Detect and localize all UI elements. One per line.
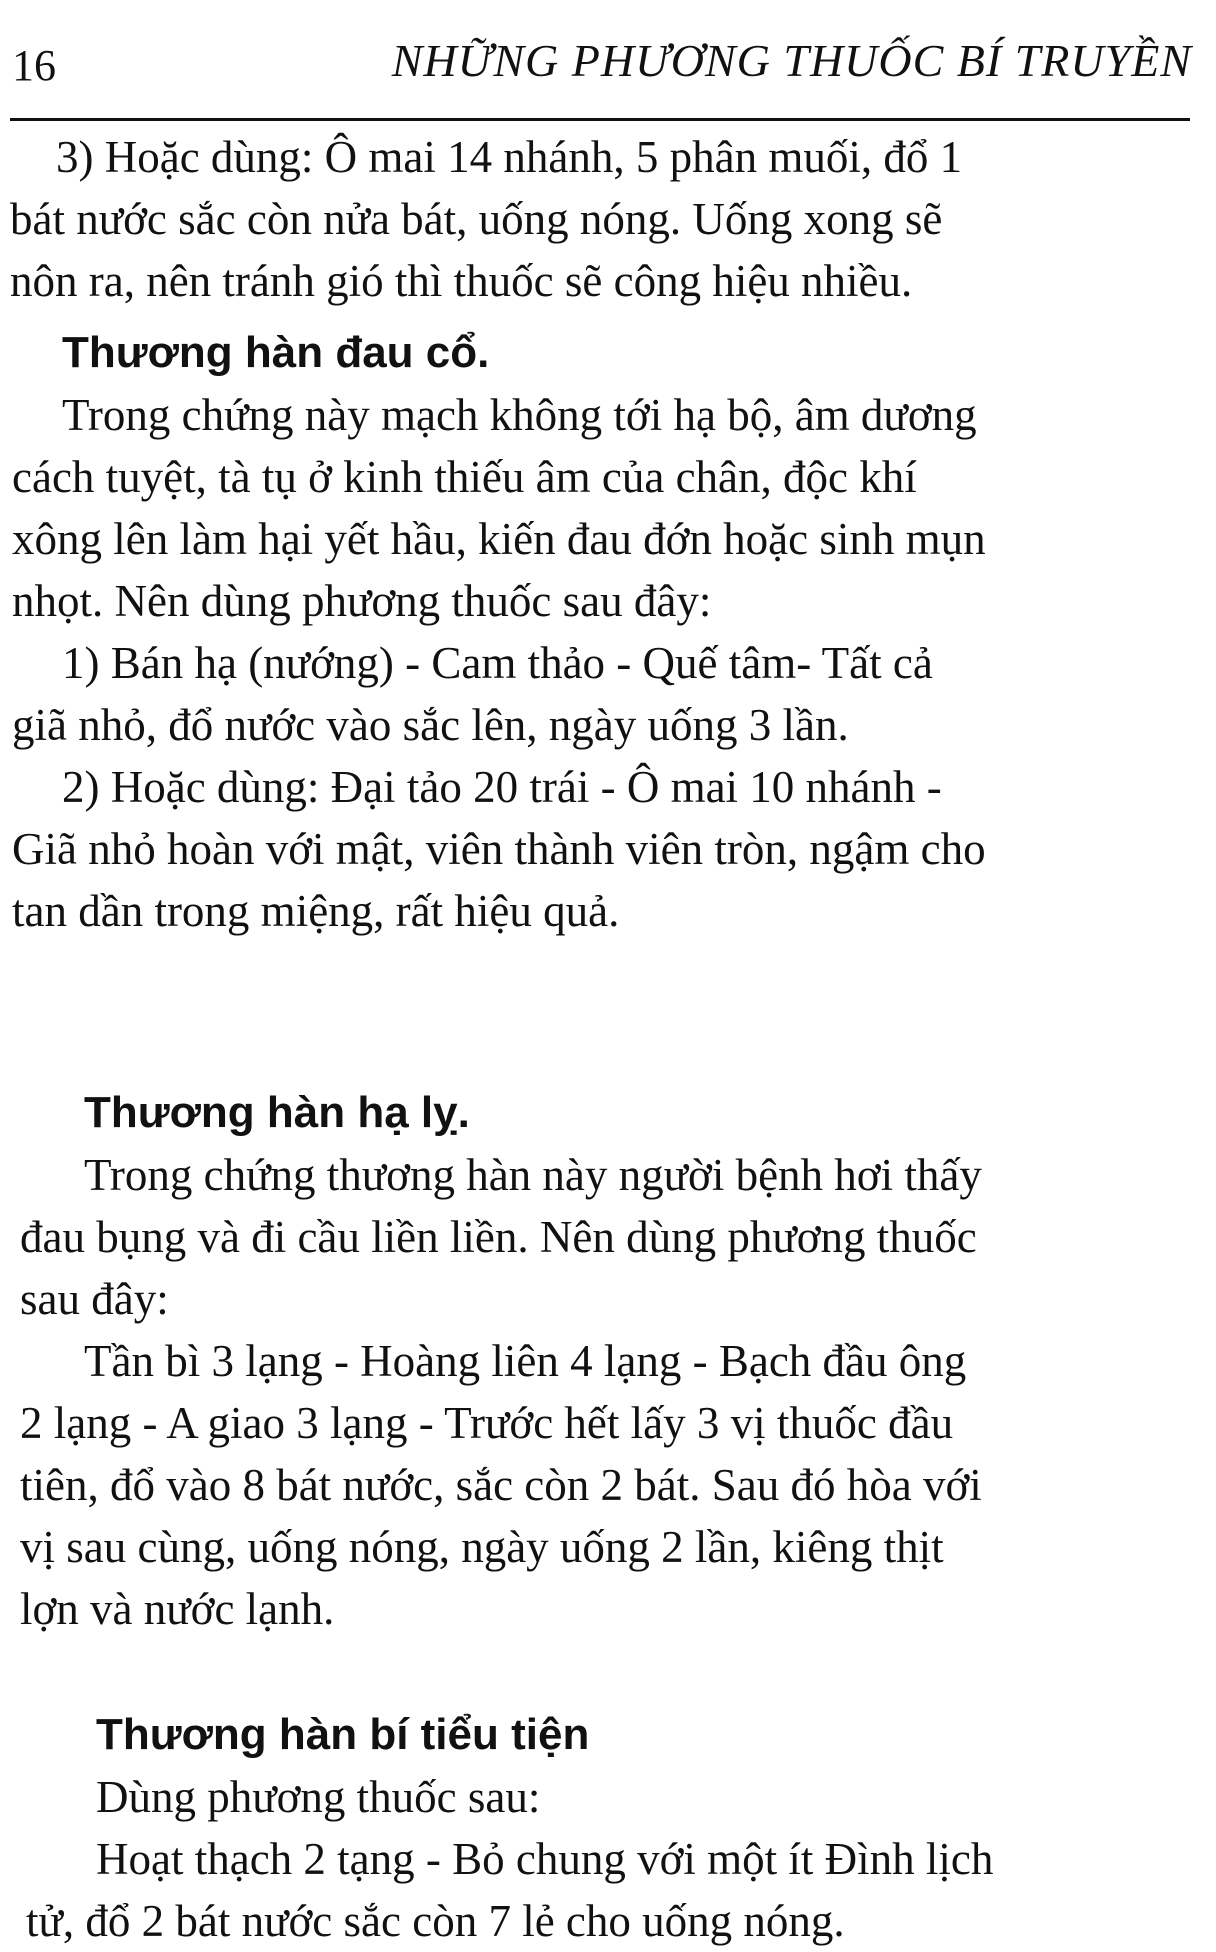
paragraph-line: Tần bì 3 lạng - Hoàng liên 4 lạng - Bạch đầu ông [84, 1336, 967, 1386]
paragraph-line: Hoạt thạch 2 tạng - Bỏ chung với một ít Đình lịch [96, 1834, 994, 1884]
paragraph-line: Dùng phương thuốc sau: [96, 1772, 541, 1822]
paragraph-line: cách tuyệt, tà tụ ở kinh thiếu âm của chân, độc khí [12, 452, 917, 502]
paragraph-line: giã nhỏ, đổ nước vào sắc lên, ngày uống 3 lần. [12, 700, 849, 750]
section-urinary-retention [26, 1704, 1216, 1952]
paragraph-line: Trong chứng này mạch không tới hạ bộ, âm dương [62, 390, 977, 440]
header-divider [10, 118, 1190, 121]
paragraph-line: 3) Hoặc dùng: Ô mai 14 nhánh, 5 phân muối, đổ 1 [56, 132, 963, 182]
paragraph-line: đau bụng và đi cầu liền liền. Nên dùng phương thuốc [20, 1212, 977, 1262]
section-diarrhea [20, 1082, 1210, 1640]
paragraph-line: 2 lạng - A giao 3 lạng - Trước hết lấy 3 vị thuốc đầu [20, 1398, 954, 1448]
section-heading: Thương hàn hạ lỵ. [84, 1088, 470, 1137]
running-title: NHỮNG PHƯƠNG THUỐC BÍ TRUYỀN [391, 35, 1192, 86]
paragraph-line: 2) Hoặc dùng: Đại tảo 20 trái - Ô mai 10 nhánh - [62, 762, 942, 812]
page-number: 16 [12, 41, 56, 90]
intro-section [10, 126, 1200, 312]
paragraph-line: nhọt. Nên dùng phương thuốc sau đây: [12, 576, 712, 626]
paragraph-line: vị sau cùng, uống nóng, ngày uống 2 lần, kiêng thịt [20, 1522, 944, 1572]
paragraph-line: nôn ra, nên tránh gió thì thuốc sẽ công hiệu nhiều. [10, 256, 913, 306]
paragraph-line: tử, đổ 2 bát nước sắc còn 7 lẻ cho uống nóng. [26, 1896, 845, 1946]
paragraph-line: Giã nhỏ hoàn với mật, viên thành viên tròn, ngậm cho [12, 824, 986, 874]
section-heading: Thương hàn đau cổ. [62, 328, 490, 377]
section-heading: Thương hàn bí tiểu tiện [96, 1710, 590, 1759]
paragraph-line: lợn và nước lạnh. [20, 1584, 335, 1634]
page-header [12, 30, 1192, 90]
paragraph-line: Trong chứng thương hàn này người bệnh hơi thấy [84, 1150, 982, 1200]
paragraph-line: sau đây: [20, 1274, 169, 1324]
paragraph-line: tan dần trong miệng, rất hiệu quả. [12, 886, 620, 936]
paragraph-line: bát nước sắc còn nửa bát, uống nóng. Uống xong sẽ [10, 194, 943, 244]
paragraph-line: tiên, đổ vào 8 bát nước, sắc còn 2 bát. Sau đó hòa với [20, 1460, 982, 1510]
section-sore-throat [12, 322, 1202, 942]
paragraph-line: xông lên làm hại yết hầu, kiến đau đớn hoặc sinh mụn [12, 514, 986, 564]
paragraph-line: 1) Bán hạ (nướng) - Cam thảo - Quế tâm- Tất cả [62, 638, 933, 688]
